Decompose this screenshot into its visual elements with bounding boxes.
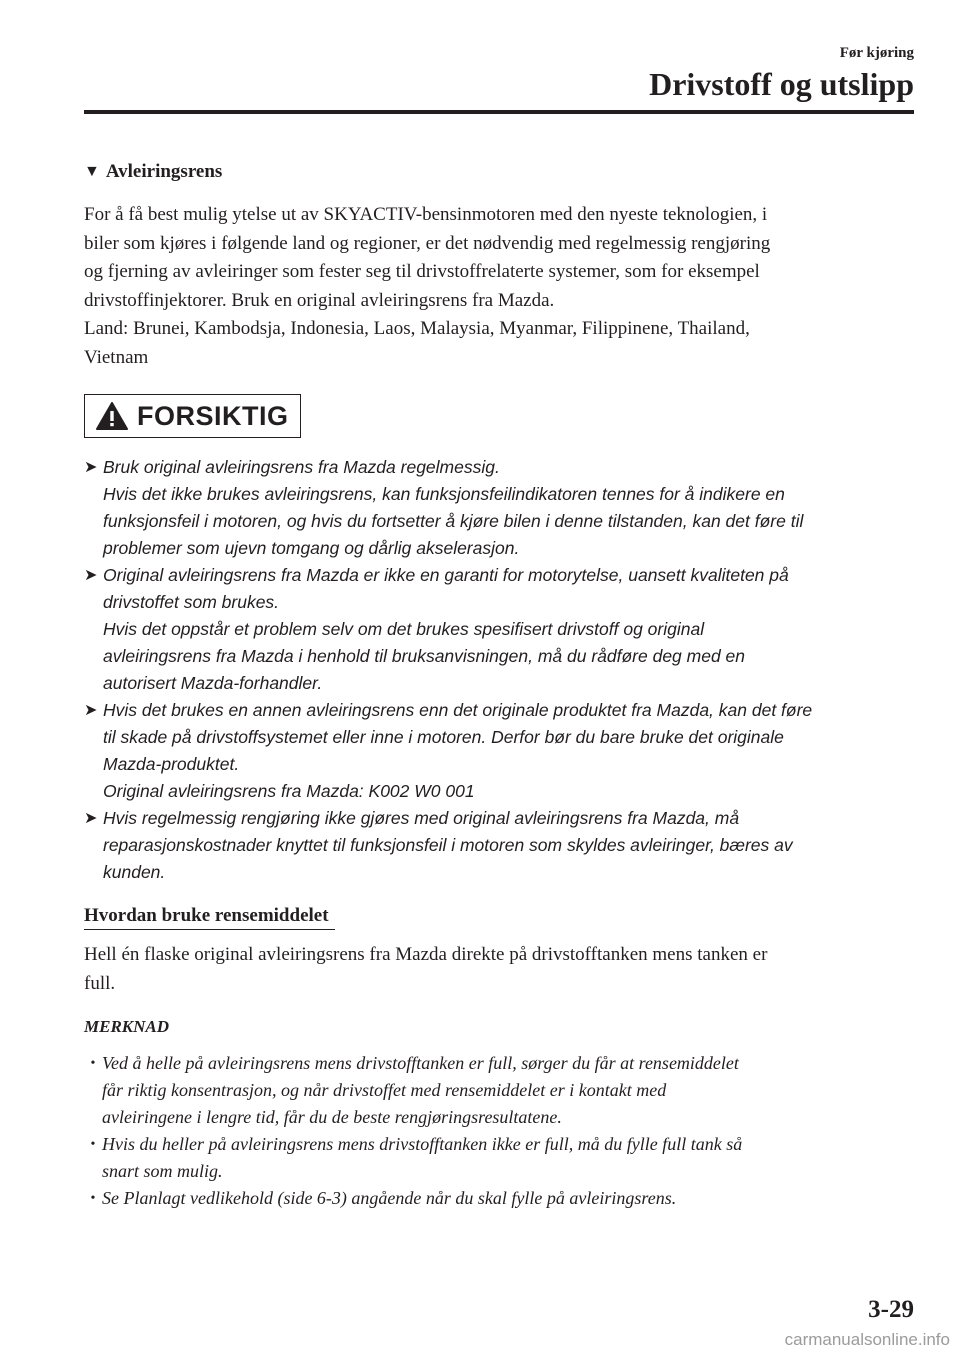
caution-line: problemer som ujevn tomgang og dårlig akselerasjon. — [103, 538, 520, 558]
note-item — [84, 1050, 914, 1131]
note-line: får riktig konsentrasjon, og når drivstoffet med rensemiddelet er i kontakt med — [102, 1080, 667, 1100]
note-item — [84, 1131, 914, 1185]
intro-line: biler som kjøres i følgende land og regioner, er det nødvendig med regelmessig rengjøring — [84, 232, 771, 254]
bullet-dot-icon: • — [90, 1191, 96, 1206]
caution-item — [84, 805, 914, 886]
caution-line: Original avleiringsrens fra Mazda: K002 W0 001 — [103, 781, 475, 801]
note-line: avleiringene i lengre tid, får du de beste rengjøringsresultatene. — [102, 1107, 562, 1127]
note-item — [84, 1185, 914, 1212]
note-line: snart som mulig. — [102, 1161, 223, 1181]
main-content — [84, 158, 914, 1212]
page-header — [649, 44, 914, 104]
arrow-bullet-icon: ➤ — [84, 702, 98, 719]
intro-line: Land: Brunei, Kambodsja, Indonesia, Laos, Malaysia, Myanmar, Filippinene, Thailand, — [84, 318, 750, 339]
section-heading — [84, 158, 914, 186]
note-list — [84, 1050, 914, 1212]
chapter-label: Før kjøring — [839, 45, 914, 61]
howto-line: full. — [84, 972, 116, 994]
page-title: Drivstoff og utslipp — [649, 66, 914, 102]
caution-list — [84, 454, 914, 886]
arrow-bullet-icon: ➤ — [84, 810, 98, 827]
header-rule — [84, 110, 914, 114]
bullet-dot-icon: • — [90, 1056, 96, 1071]
page-number: 3-29 — [868, 1296, 914, 1323]
caution-label: FORSIKTIG — [137, 400, 289, 431]
howto-heading: Hvordan bruke rensemiddelet — [84, 902, 335, 930]
caution-item — [84, 562, 914, 697]
bullet-dot-icon: • — [90, 1137, 96, 1152]
caution-line: Hvis regelmessig rengjøring ikke gjøres med original avleiringsrens fra Mazda, må — [103, 808, 740, 828]
triangle-down-icon: ▼ — [84, 163, 100, 180]
note-line: Se Planlagt vedlikehold (side 6-3) angående når du skal fylle på avleiringsrens. — [102, 1188, 677, 1208]
intro-paragraph — [84, 201, 914, 372]
warning-triangle-icon — [95, 401, 129, 431]
caution-line: kunden. — [103, 862, 166, 882]
howto-line: Hell én flaske original avleiringsrens fra Mazda direkte på drivstofftanken mens tanken er — [84, 944, 768, 965]
intro-line: Vietnam — [84, 346, 149, 368]
caution-line: til skade på drivstoffsystemet eller inne i motoren. Derfor bør du bare bruke det originale — [103, 727, 784, 747]
note-heading: MERKNAD — [84, 1017, 170, 1036]
caution-line: avleiringsrens fra Mazda i henhold til bruksanvisningen, må du rådføre deg med en — [103, 646, 746, 666]
note-line: Hvis du heller på avleiringsrens mens drivstofftanken ikke er full, må du fylle full tank så — [102, 1134, 743, 1154]
caution-line: Hvis det brukes en annen avleiringsrens enn det originale produktet fra Mazda, kan det føre — [103, 700, 813, 720]
caution-box — [84, 394, 301, 438]
caution-line: autorisert Mazda-forhandler. — [103, 673, 323, 693]
caution-item — [84, 697, 914, 805]
caution-line: drivstoffet som brukes. — [103, 592, 280, 612]
watermark: carmanualsonline.info — [784, 1330, 950, 1349]
note-line: Ved å helle på avleiringsrens mens drivstofftanken er full, sørger du får at rensemiddelet — [102, 1053, 739, 1073]
intro-line: drivstoffinjektorer. Bruk en original avleiringsrens fra Mazda. — [84, 289, 555, 311]
caution-line: Bruk original avleiringsrens fra Mazda regelmessig. — [103, 457, 500, 477]
caution-item — [84, 454, 914, 562]
caution-line: Original avleiringsrens fra Mazda er ikke en garanti for motorytelse, uansett kvaliteten på — [103, 565, 789, 585]
caution-line: Mazda-produktet. — [103, 754, 240, 774]
caution-line: Hvis det oppstår et problem selv om det brukes spesifisert drivstoff og original — [103, 619, 705, 639]
caution-line: Hvis det ikke brukes avleiringsrens, kan funksjonsfeilindikatoren tennes for å indikere en — [103, 484, 785, 504]
caution-line: funksjonsfeil i motoren, og hvis du fortsetter å kjøre bilen i denne tilstanden, kan det føre til — [103, 511, 804, 531]
intro-line: og fjerning av avleiringer som fester seg til drivstoffrelaterte systemer, som for eksempel — [84, 261, 760, 282]
arrow-bullet-icon: ➤ — [84, 567, 98, 584]
section-title: Avleiringsrens — [105, 161, 223, 182]
caution-line: reparasjonskostnader knyttet til funksjonsfeil i motoren som skyldes avleiringer, bæres av — [103, 835, 793, 855]
arrow-bullet-icon: ➤ — [84, 459, 98, 476]
howto-paragraph — [84, 941, 914, 998]
intro-line: For å få best mulig ytelse ut av SKYACTIV-bensinmotoren med den nyeste teknologien, i — [84, 204, 768, 225]
